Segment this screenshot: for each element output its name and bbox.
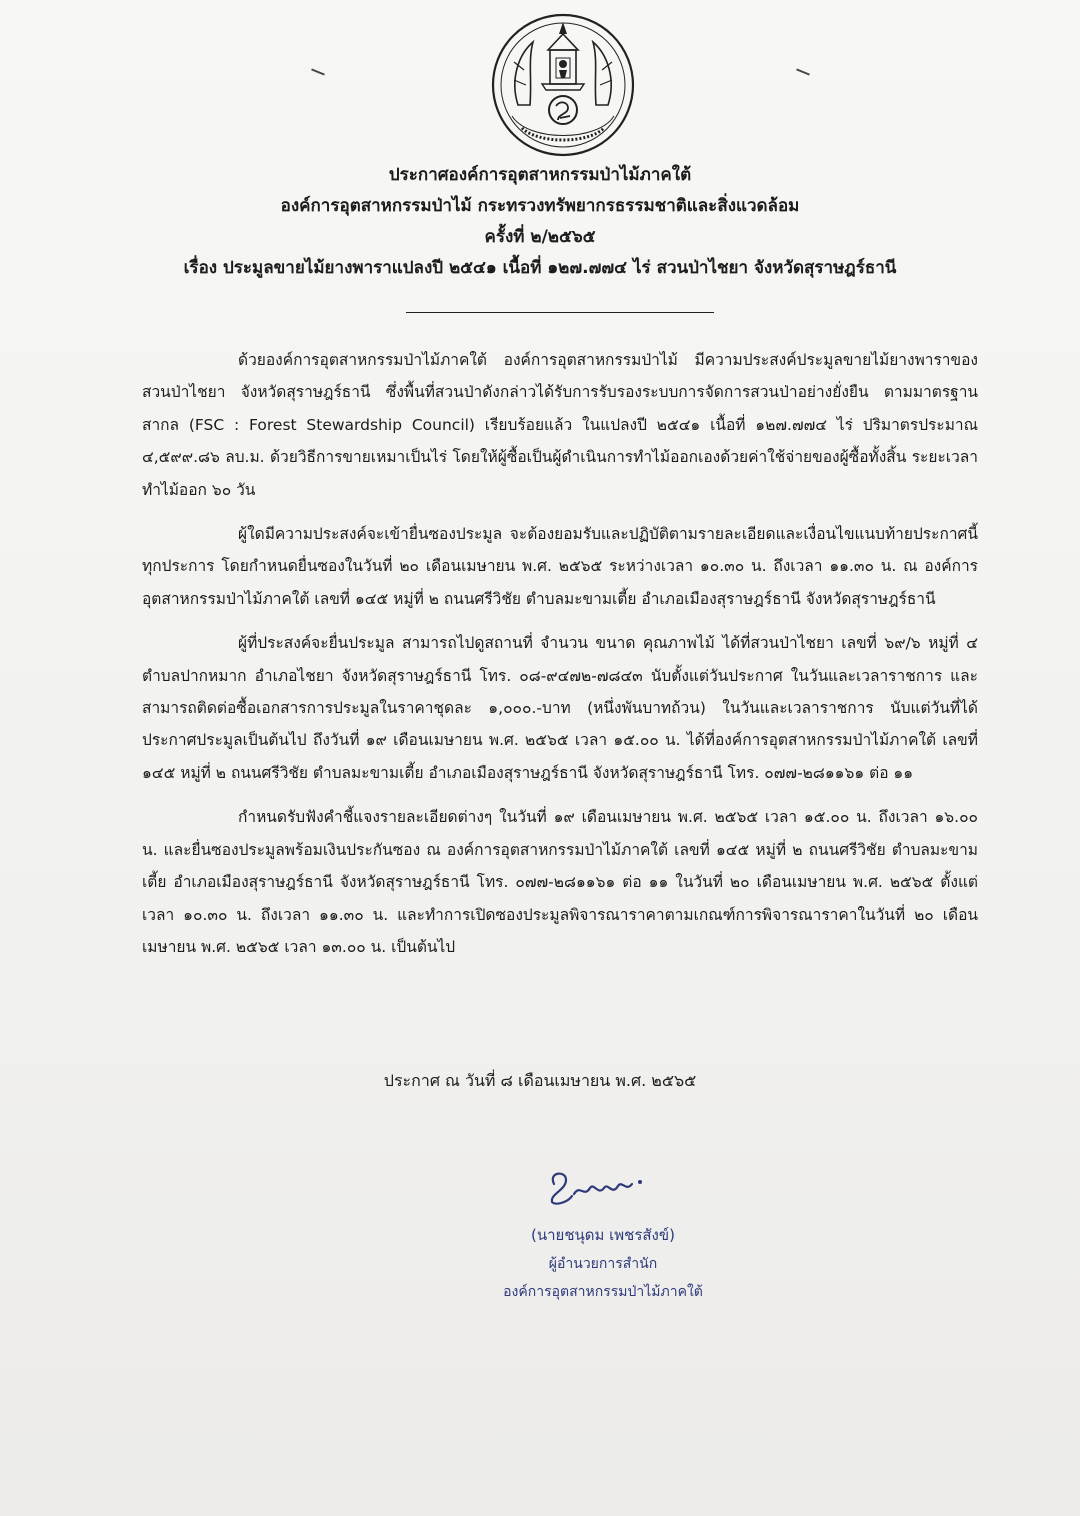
- signatory-name: (นายชนุดม เพชรสังข์): [531, 1226, 675, 1244]
- signatory-organization: องค์การอุตสาหกรรมป่าไม้ภาคใต้: [503, 1284, 703, 1300]
- announcement-body: [142, 344, 978, 975]
- body-paragraph-1: ด้วยองค์การอุตสาหกรรมป่าไม้ภาคใต้ องค์การอุตสาหกรรมป่าไม้ มีความประสงค์ประมูลขายไม้ยางพาราของสวนป่าไชยา จังหวัดสุราษฎร์ธานี ซึ่งพื้นที่สวนป่าดังกล่าวได้รับการรับรองระบบการจัดการสวนป่าอย่างยั่งยืน ตามมาตรฐานสากล (FSC : Forest Stewardship Council) เรียบร้อยแล้ว ในแปลงปี ๒๕๔๑ เนื้อที่ ๑๒๗.๗๗๔ ไร่ ปริมาตรประมาณ ๔,๕๙๙.๘๖ ลบ.ม. ด้วยวิธีการขายเหมาเป็นไร่ โดยให้ผู้ซื้อเป็นผู้ดำเนินการทำไม้ออกเองด้วยค่าใช้จ่ายของผู้ซื้อทั้งสิ้น ระยะเวลาทำไม้ออก ๖๐ วัน: [142, 351, 978, 499]
- body-paragraph-2: ผู้ใดมีความประสงค์จะเข้ายื่นซองประมูล จะต้องยอมรับและปฏิบัติตามรายละเอียดและเงื่อนไขแนบท้ายประกาศนี้ทุกประการ โดยกำหนดยื่นซองในวันที่ ๒๐ เดือนเมษายน พ.ศ. ๒๕๖๕ ระหว่างเวลา ๑๐.๓๐ น. ถึงเวลา ๑๑.๓๐ น. ณ องค์การอุตสาหกรรมป่าไม้ภาคใต้ เลขที่ ๑๔๕ หมู่ที่ ๒ ถนนศรีวิชัย ตำบลมะขามเตี้ย อำเภอเมืองสุราษฎร์ธานี จังหวัดสุราษฎร์ธานี: [142, 525, 978, 608]
- corner-mark: [796, 68, 810, 75]
- header-issue-number: ครั้งที่ ๒/๒๕๖๕: [484, 227, 596, 247]
- header-divider: [406, 312, 714, 313]
- body-paragraph-4: กำหนดรับฟังคำชี้แจงรายละเอียดต่างๆ ในวันที่ ๑๙ เดือนเมษายน พ.ศ. ๒๕๖๕ เวลา ๑๕.๐๐ น. ถึงเวลา ๑๖.๐๐ น. และยื่นซองประมูลพร้อมเงินประกันซอง ณ องค์การอุตสาหกรรมป่าไม้ภาคใต้ เลขที่ ๑๔๕ หมู่ที่ ๒ ถนนศรีวิชัย ตำบลมะขามเตี้ย อำเภอเมืองสุราษฎร์ธานี จังหวัดสุราษฎร์ธานี โทร. ๐๗๗-๒๘๑๑๖๑ ต่อ ๑๑ ในวันที่ ๒๐ เดือนเมษายน พ.ศ. ๒๕๖๕ ตั้งแต่เวลา ๑๐.๓๐ น. ถึงเวลา ๑๑.๓๐ น. และทำการเปิดซองประมูลพิจารณาราคาตามเกณฑ์การพิจารณาราคาในวันที่ ๒๐ เดือนเมษายน พ.ศ. ๒๕๖๕ เวลา ๑๓.๐๐ น. เป็นต้นไป: [142, 808, 978, 956]
- signature-block: [478, 1220, 728, 1306]
- organization-seal-icon: [488, 10, 638, 160]
- signatory-position: ผู้อำนวยการสำนัก: [548, 1256, 658, 1272]
- corner-mark: [311, 68, 325, 75]
- body-paragraph-3: ผู้ที่ประสงค์จะยื่นประมูล สามารถไปดูสถานที่ จำนวน ขนาด คุณภาพไม้ ได้ที่สวนป่าไชยา เลขที่ ๖๙/๖ หมู่ที่ ๔ ตำบลปากหมาก อำเภอไชยา จังหวัดสุราษฎร์ธานี โทร. ๐๘-๙๔๗๒-๗๘๔๓ นับตั้งแต่วันประกาศ ในวันและเวลาราชการ และสามารถติดต่อซื้อเอกสารการประมูลในราคาชุดละ ๑,๐๐๐.-บาท (หนึ่งพันบาทถ้วน) ในวันและเวลาราชการ นับแต่วันที่ได้ประกาศประมูลเป็นต้นไป ถึงวันที่ ๑๙ เดือนเมษายน พ.ศ. ๒๕๖๕ เวลา ๑๕.๐๐ น. ได้ที่องค์การอุตสาหกรรมป่าไม้ภาคใต้ เลขที่ ๑๔๕ หมู่ที่ ๒ ถนนศรีวิชัย ตำบลมะขามเตี้ย อำเภอเมืองสุราษฎร์ธานี จังหวัดสุราษฎร์ธานี โทร. ๐๗๗-๒๘๑๑๖๑ ต่อ ๑๑: [142, 634, 978, 782]
- handwritten-signature-icon: [540, 1162, 670, 1210]
- header-title: ประกาศองค์การอุตสาหกรรมป่าไม้ภาคใต้: [388, 165, 692, 185]
- header-subject: เรื่อง ประมูลขายไม้ยางพาราแปลงปี ๒๕๔๑ เนื้อที่ ๑๒๗.๗๗๔ ไร่ สวนป่าไชยา จังหวัดสุราษฎร์ธานี: [183, 258, 897, 278]
- header-organization: องค์การอุตสาหกรรมป่าไม้ กระทรวงทรัพยากรธรรมชาติและสิ่งแวดล้อม: [280, 196, 800, 216]
- proclamation-date: ประกาศ ณ วันที่ ๘ เดือนเมษายน พ.ศ. ๒๕๖๕: [383, 1071, 697, 1090]
- announcement-header: [0, 160, 1080, 284]
